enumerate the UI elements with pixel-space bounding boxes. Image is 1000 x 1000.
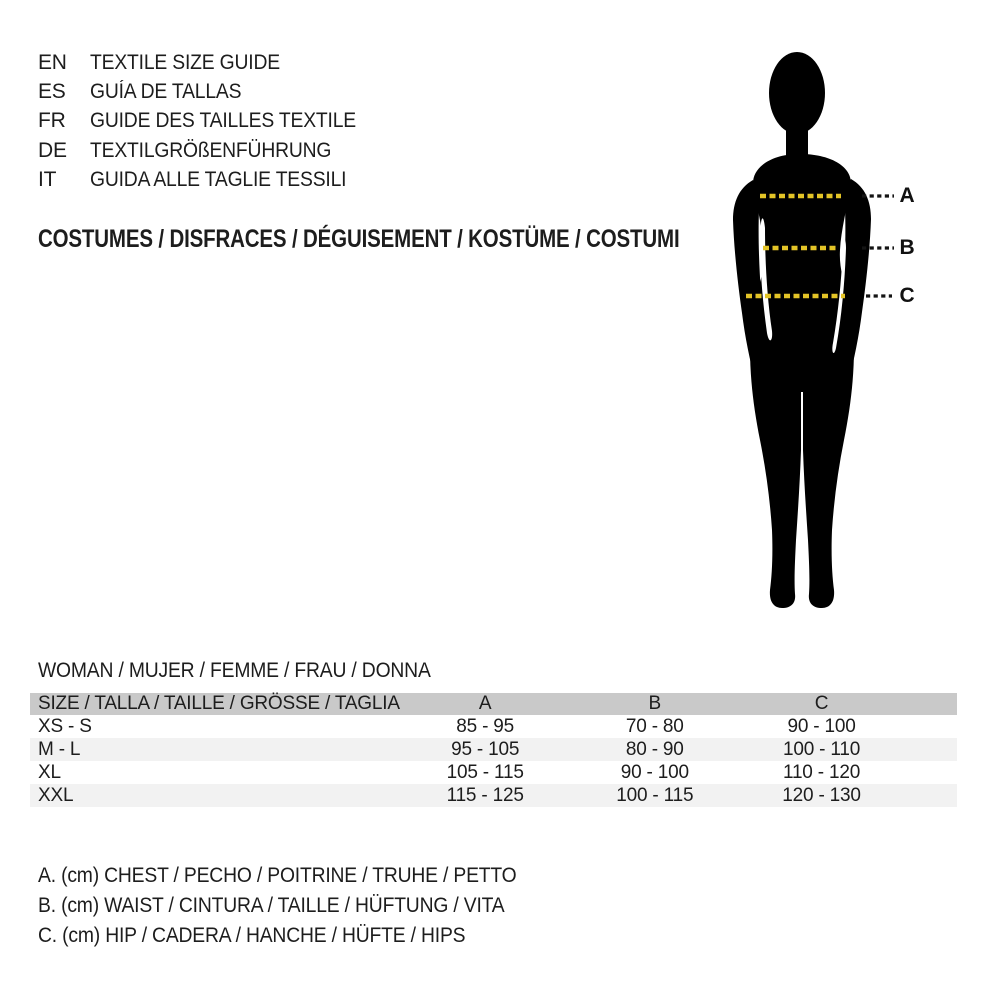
- header-row: [30, 693, 957, 715]
- language-code: ES: [38, 80, 66, 104]
- language-row-de: [38, 136, 379, 165]
- size-cell: XS - S: [38, 715, 92, 737]
- value-cell-b: 100 - 115: [616, 784, 694, 806]
- size-cell: M - L: [38, 738, 81, 760]
- header-col-a: A: [478, 693, 492, 714]
- size-table: [30, 693, 957, 807]
- legend-text: A. (cm) CHEST / PECHO / POITRINE / TRUHE / PETTO: [38, 864, 517, 887]
- value-cell-c: 90 - 100: [787, 715, 856, 737]
- legend-line-waist: [38, 891, 558, 921]
- size-cell: XXL: [38, 784, 74, 806]
- language-list: [38, 48, 379, 195]
- section-title-woman: [38, 659, 465, 683]
- language-label: GUÍA DE TALLAS: [90, 80, 242, 104]
- value-cell-a: 115 - 125: [446, 784, 524, 806]
- value-cell-b: 90 - 100: [620, 761, 689, 783]
- value-cell-c: 110 - 120: [782, 761, 861, 783]
- measure-label-b: B: [899, 236, 915, 259]
- measure-label-c: C: [899, 284, 915, 307]
- legend-line-chest: [38, 861, 558, 891]
- size-table-header: [30, 693, 957, 715]
- language-label: TEXTILE SIZE GUIDE: [90, 50, 280, 74]
- woman-silhouette-figure: [720, 48, 920, 612]
- language-row-en: [38, 48, 379, 77]
- language-code: FR: [38, 109, 66, 133]
- language-label: GUIDE DES TAILLES TEXTILE: [90, 109, 356, 133]
- value-cell-b: 80 - 90: [625, 738, 684, 760]
- value-cell-a: 105 - 115: [446, 761, 524, 783]
- value-cell-a: 85 - 95: [456, 715, 515, 737]
- woman-silhouette-svg: [720, 48, 920, 612]
- size-table-body: [30, 715, 957, 807]
- header-size-label: SIZE / TALLA / TAILLE / GRÖSSE / TAGLIA: [38, 693, 400, 714]
- language-code: EN: [38, 50, 67, 74]
- header-col-c: C: [814, 693, 829, 714]
- table-row-xl: [30, 761, 957, 784]
- language-row-fr: [38, 107, 379, 136]
- language-code: DE: [38, 138, 67, 162]
- language-code: IT: [38, 168, 57, 192]
- language-label: TEXTILGRÖßENFÜHRUNG: [90, 138, 332, 162]
- value-cell-a: 95 - 105: [451, 738, 520, 760]
- category-title: COSTUMES / DISFRACES / DÉGUISEMENT / KOSTÜME / COSTUMI: [38, 225, 680, 253]
- legend-text: C. (cm) HIP / CADERA / HANCHE / HÜFTE / HIPS: [38, 924, 466, 947]
- woman-silhouette: [733, 52, 871, 608]
- header-col-b: B: [648, 693, 662, 714]
- table-row-m-l: [30, 738, 957, 761]
- table-row-xs-s: [30, 715, 957, 738]
- size-cell: XL: [38, 761, 61, 783]
- language-label: GUIDA ALLE TAGLIE TESSILI: [90, 168, 347, 192]
- language-row-es: [38, 77, 379, 106]
- legend-line-hip: [38, 921, 558, 951]
- table-row-xxl: [30, 784, 957, 807]
- measure-label-a: A: [899, 184, 915, 207]
- measurement-legend: [38, 861, 558, 951]
- section-title-text: WOMAN / MUJER / FEMME / FRAU / DONNA: [38, 659, 431, 682]
- value-cell-b: 70 - 80: [625, 715, 684, 737]
- language-row-it: [38, 166, 379, 195]
- value-cell-c: 100 - 110: [782, 738, 861, 760]
- value-cell-c: 120 - 130: [782, 784, 861, 806]
- legend-text: B. (cm) WAIST / CINTURA / TAILLE / HÜFTUNG / VITA: [38, 894, 505, 917]
